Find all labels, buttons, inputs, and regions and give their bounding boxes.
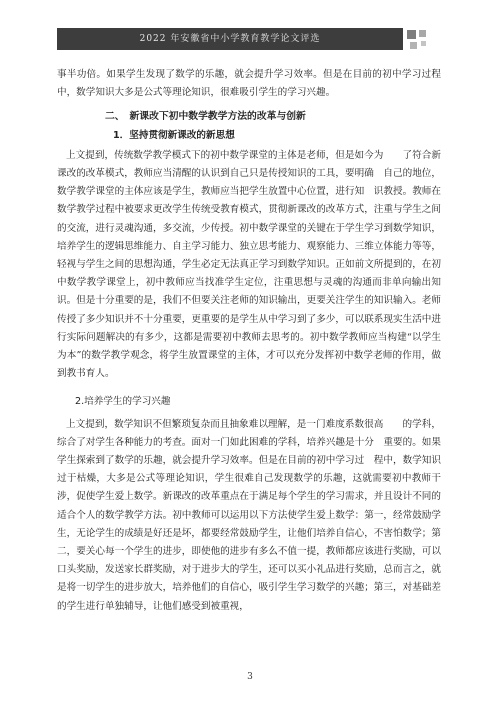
paragraph-2: 上文提到，数学知识不但繁琐复杂而且抽象难以理解，是一门难度系数很高 的学科，综合了对学生各种能力的考查。面对一门如此困难的学科，培养兴趣是十分 重要的。如果学生探索到了数学的乐趣，就会提升学习效率。但是在目前的初中学习过 程中，数学知识过于枯燥，大多是公式等理论知识，学生很难自己发现数学的乐趣，这就需要初中教师干涉，促使学生爱上数学。新课改的改革重点在于满足每个学生的学习需求，并且设计不同的适合个人的数学教学方法。初中教师可以运用以下方法使学生爱上数学：第一，经常鼓励学生，无论学生的成绩是好还是坏，都要经常鼓励学生，让他们培养自信心，不害怕数学；第二，要关心每一个学生的进步，即使他的进步有多么不值一提，教师都应该进行奖励，可以口头奖励，发送家长群奖励，对于进步大的学生，还可以买小礼品进行奖励，总而言之，就是将一切学生的进步放大，培养他们的自信心，吸引学生学习数学的兴趣；第三，对基础差的学生进行单独辅导，让他们感受到被重视，: [57, 418, 441, 612]
decorative-square: [410, 42, 417, 49]
intro-paragraph: 事半功倍。如果学生发现了数学的乐趣，就会提升学习效率。但是在目前的初中学习过程中，数学知识大多是公式等理论知识，很难吸引学生的学习兴趣。: [57, 69, 441, 99]
page-number: 3: [247, 672, 253, 682]
page-content: [57, 66, 441, 616]
paragraph-1: 上文提到，传统数学教学模式下的初中数学课堂的主体是老师，但是如今为 了符合新课改的改革模式，教师应当清醒的认识到自己只是传授知识的工具，要明确 自己的地位，数学教学课堂的主体应该是学生，教师应当把学生放置中心位置，进行知 识教授。教师在数学教学过程中被要求更改学生传统受教育模式，贯彻新课改的改革方式，注重与学生之间的交流，进行灵魂沟通，多交流，少传授。初中数学课堂的关键在于学生学习到数学知识，培养学生的逻辑思维能力、自主学习能力、独立思考能力、观察能力、三维立体能力等等，轻视与学生之间的思想沟通，学生必定无法真正学习到数学知识。正如前文所提到的，在初中数学教学课堂上，初中教师应当找准学生定位，注重思想与灵魂的沟通而非单向输出知识。但是十分重要的是，我们不但要关注老师的知识输出，更要关注学生的知识输入。老师传授了多少知识并不十分重要，更重要的是学生从中学习到了多少，可以联系现实生活中进行实际问题解决的有多少，这都是需要初中教师去思考的。初中数学教师应当构建“以学生为本”的数学教学观念，将学生放置课堂的主体，才可以充分发挥初中数学老师的作用，做到教书育人。: [57, 149, 441, 380]
header-bar: [57, 28, 403, 50]
decorative-square: [407, 30, 416, 39]
header-title: 2022 年安徽省中小学教育教学论文评选: [139, 34, 321, 44]
decorative-square: [419, 30, 426, 37]
decorative-square: [421, 41, 426, 46]
section-heading: 二、 新课改下初中数学教学方法的改革与创新: [105, 111, 306, 123]
subsection-heading-2: 2.培养学生的学习兴趣: [75, 396, 171, 408]
subsection-heading-1: 1．坚持贯彻新课改的新思想: [113, 129, 235, 141]
